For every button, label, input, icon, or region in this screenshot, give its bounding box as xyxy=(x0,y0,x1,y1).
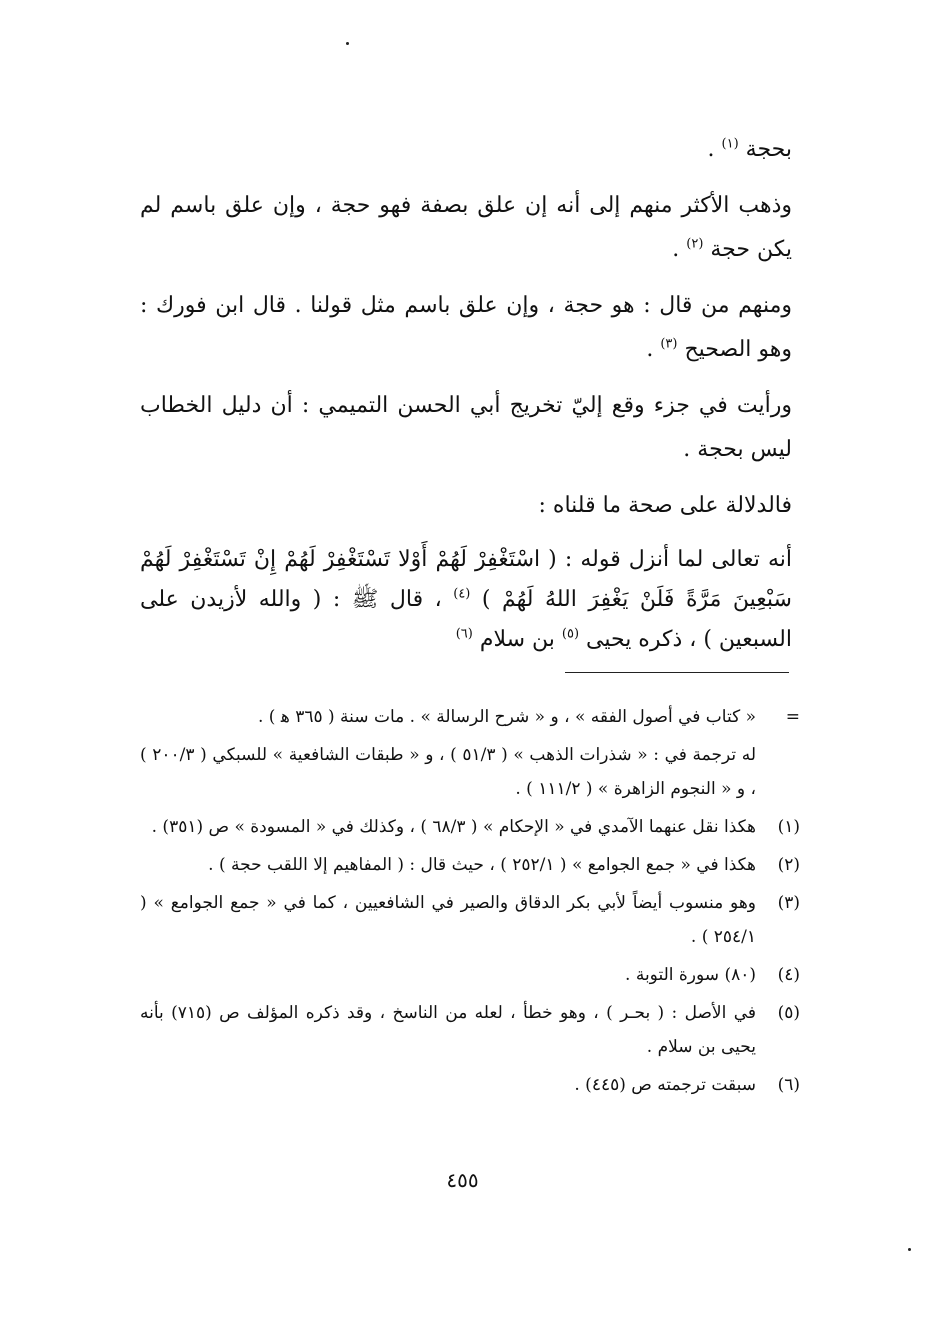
footnote-ref-5: (٥) xyxy=(561,626,580,642)
footnote-5 xyxy=(140,996,800,1064)
paragraph-5 xyxy=(140,540,792,660)
footnote-2 xyxy=(140,848,800,882)
para3-text: ورأيت في جزء وقع إليّ تخريج أبي الحسن التميمي : أن دليل الخطاب ليس بحجة . xyxy=(140,393,792,462)
page-number: ٤٥٥ xyxy=(446,1168,479,1192)
footnote-ref-2: (٢) xyxy=(686,236,704,252)
footnote-text: هكذا في « جمع الجوامع » ( ٢٥٢/١ ) ، حيث قال : ( المفاهيم إلا اللقب حجة ) . xyxy=(208,855,756,875)
footnote-3 xyxy=(140,886,800,954)
para4-text: فالدلالة على صحة ما قلناه : xyxy=(538,493,792,518)
scan-speck xyxy=(346,42,349,45)
footnote-ref-4: (٤) xyxy=(453,586,471,602)
para2-text: ومنهم من قال : هو حجة ، وإن علق باسم مثل قولنا . قال ابن فورك : وهو الصحيح xyxy=(140,293,792,362)
footnote-continuation xyxy=(140,700,800,734)
paragraph-2 xyxy=(140,284,792,372)
scan-speck xyxy=(908,1248,911,1251)
footnotes xyxy=(140,700,800,1106)
para2-end: . xyxy=(646,337,654,362)
footnote-number xyxy=(756,738,800,806)
footnote-4 xyxy=(140,958,800,992)
main-text xyxy=(140,128,792,672)
footnote-6 xyxy=(140,1068,800,1102)
quran-verse: ( اسْتَغْفِرْ لَهُمْ أَوْلا تَسْتَغْفِرْ لَهُمْ إِنْ تَسْتَغْفِرْ لَهُمْ سَبْعِينَ مَرَّةً فَلَنْ يَغْفِرَ اللهُ لَهُمْ ) xyxy=(140,547,792,612)
footnote-ref-3: (٣) xyxy=(660,336,678,352)
footnote-text: في الأصل : ( بحـر ) ، وهو خطأ ، لعله من الناسخ ، وقد ذكره المؤلف ص (٧١٥) بأنه يحيى بن سلام . xyxy=(140,1003,756,1057)
footnote-number: (٦) xyxy=(777,1075,800,1095)
footnote-number: (١) xyxy=(777,817,800,837)
para0-end: . xyxy=(707,137,715,162)
para1-end: . xyxy=(672,237,680,262)
para5-mid: ، قال ﷺ : ( والله لأزيدن على السبعين ) ، ذكره يحيى xyxy=(140,587,792,652)
footnote-text: هكذا نقل عنهما الآمدي في « الإحكام » ( ٦٨/٣ ) ، وكذلك في « المسودة » ص (٣٥١) . xyxy=(151,817,756,837)
footnote-divider xyxy=(565,672,789,673)
para5-intro: أنه تعالى لما أنزل قوله : xyxy=(564,547,792,572)
footnote-ref-1: (١) xyxy=(721,136,739,152)
para5-end: بن سلام xyxy=(479,627,555,652)
footnote-text: « كتاب في أصول الفقه » ، و « شرح الرسالة » . مات سنة ( ٣٦٥ ﻫ ) . xyxy=(257,707,756,727)
footnote-number: = xyxy=(785,707,800,727)
para0-text: بحجة xyxy=(745,137,792,162)
paragraph-1 xyxy=(140,184,792,272)
footnote-continuation xyxy=(140,738,800,806)
footnote-number: (٤) xyxy=(777,965,800,985)
paragraph-3 xyxy=(140,384,792,472)
footnote-text: وهو منسوب أيضاً لأبي بكر الدقاق والصير في الشافعيين ، كما في « جمع الجوامع » ( ٢٥٤/١ ) . xyxy=(140,893,756,947)
footnote-number: (٢) xyxy=(777,855,800,875)
paragraph-4 xyxy=(140,484,792,528)
footnote-text: سبقت ترجمته ص (٤٤٥) . xyxy=(574,1075,756,1095)
footnote-number: (٣) xyxy=(777,893,800,913)
para1-text: وذهب الأكثر منهم إلى أنه إن علق بصفة فهو حجة ، وإن علق باسم لم يكن حجة xyxy=(140,193,792,262)
footnote-text: (٨٠) سورة التوبة . xyxy=(625,965,756,985)
footnote-number: (٥) xyxy=(777,1003,800,1023)
footnote-1 xyxy=(140,810,800,844)
footnote-ref-6: (٦) xyxy=(455,626,473,642)
paragraph-0 xyxy=(140,128,792,172)
footnote-text: له ترجمة في : « شذرات الذهب » ( ٥١/٣ ) ، و « طبقات الشافعية » للسبكي ( ٢٠٠/٣ ) ، و « النجوم الزاهرة » ( ١١١/٢ ) . xyxy=(140,745,756,799)
